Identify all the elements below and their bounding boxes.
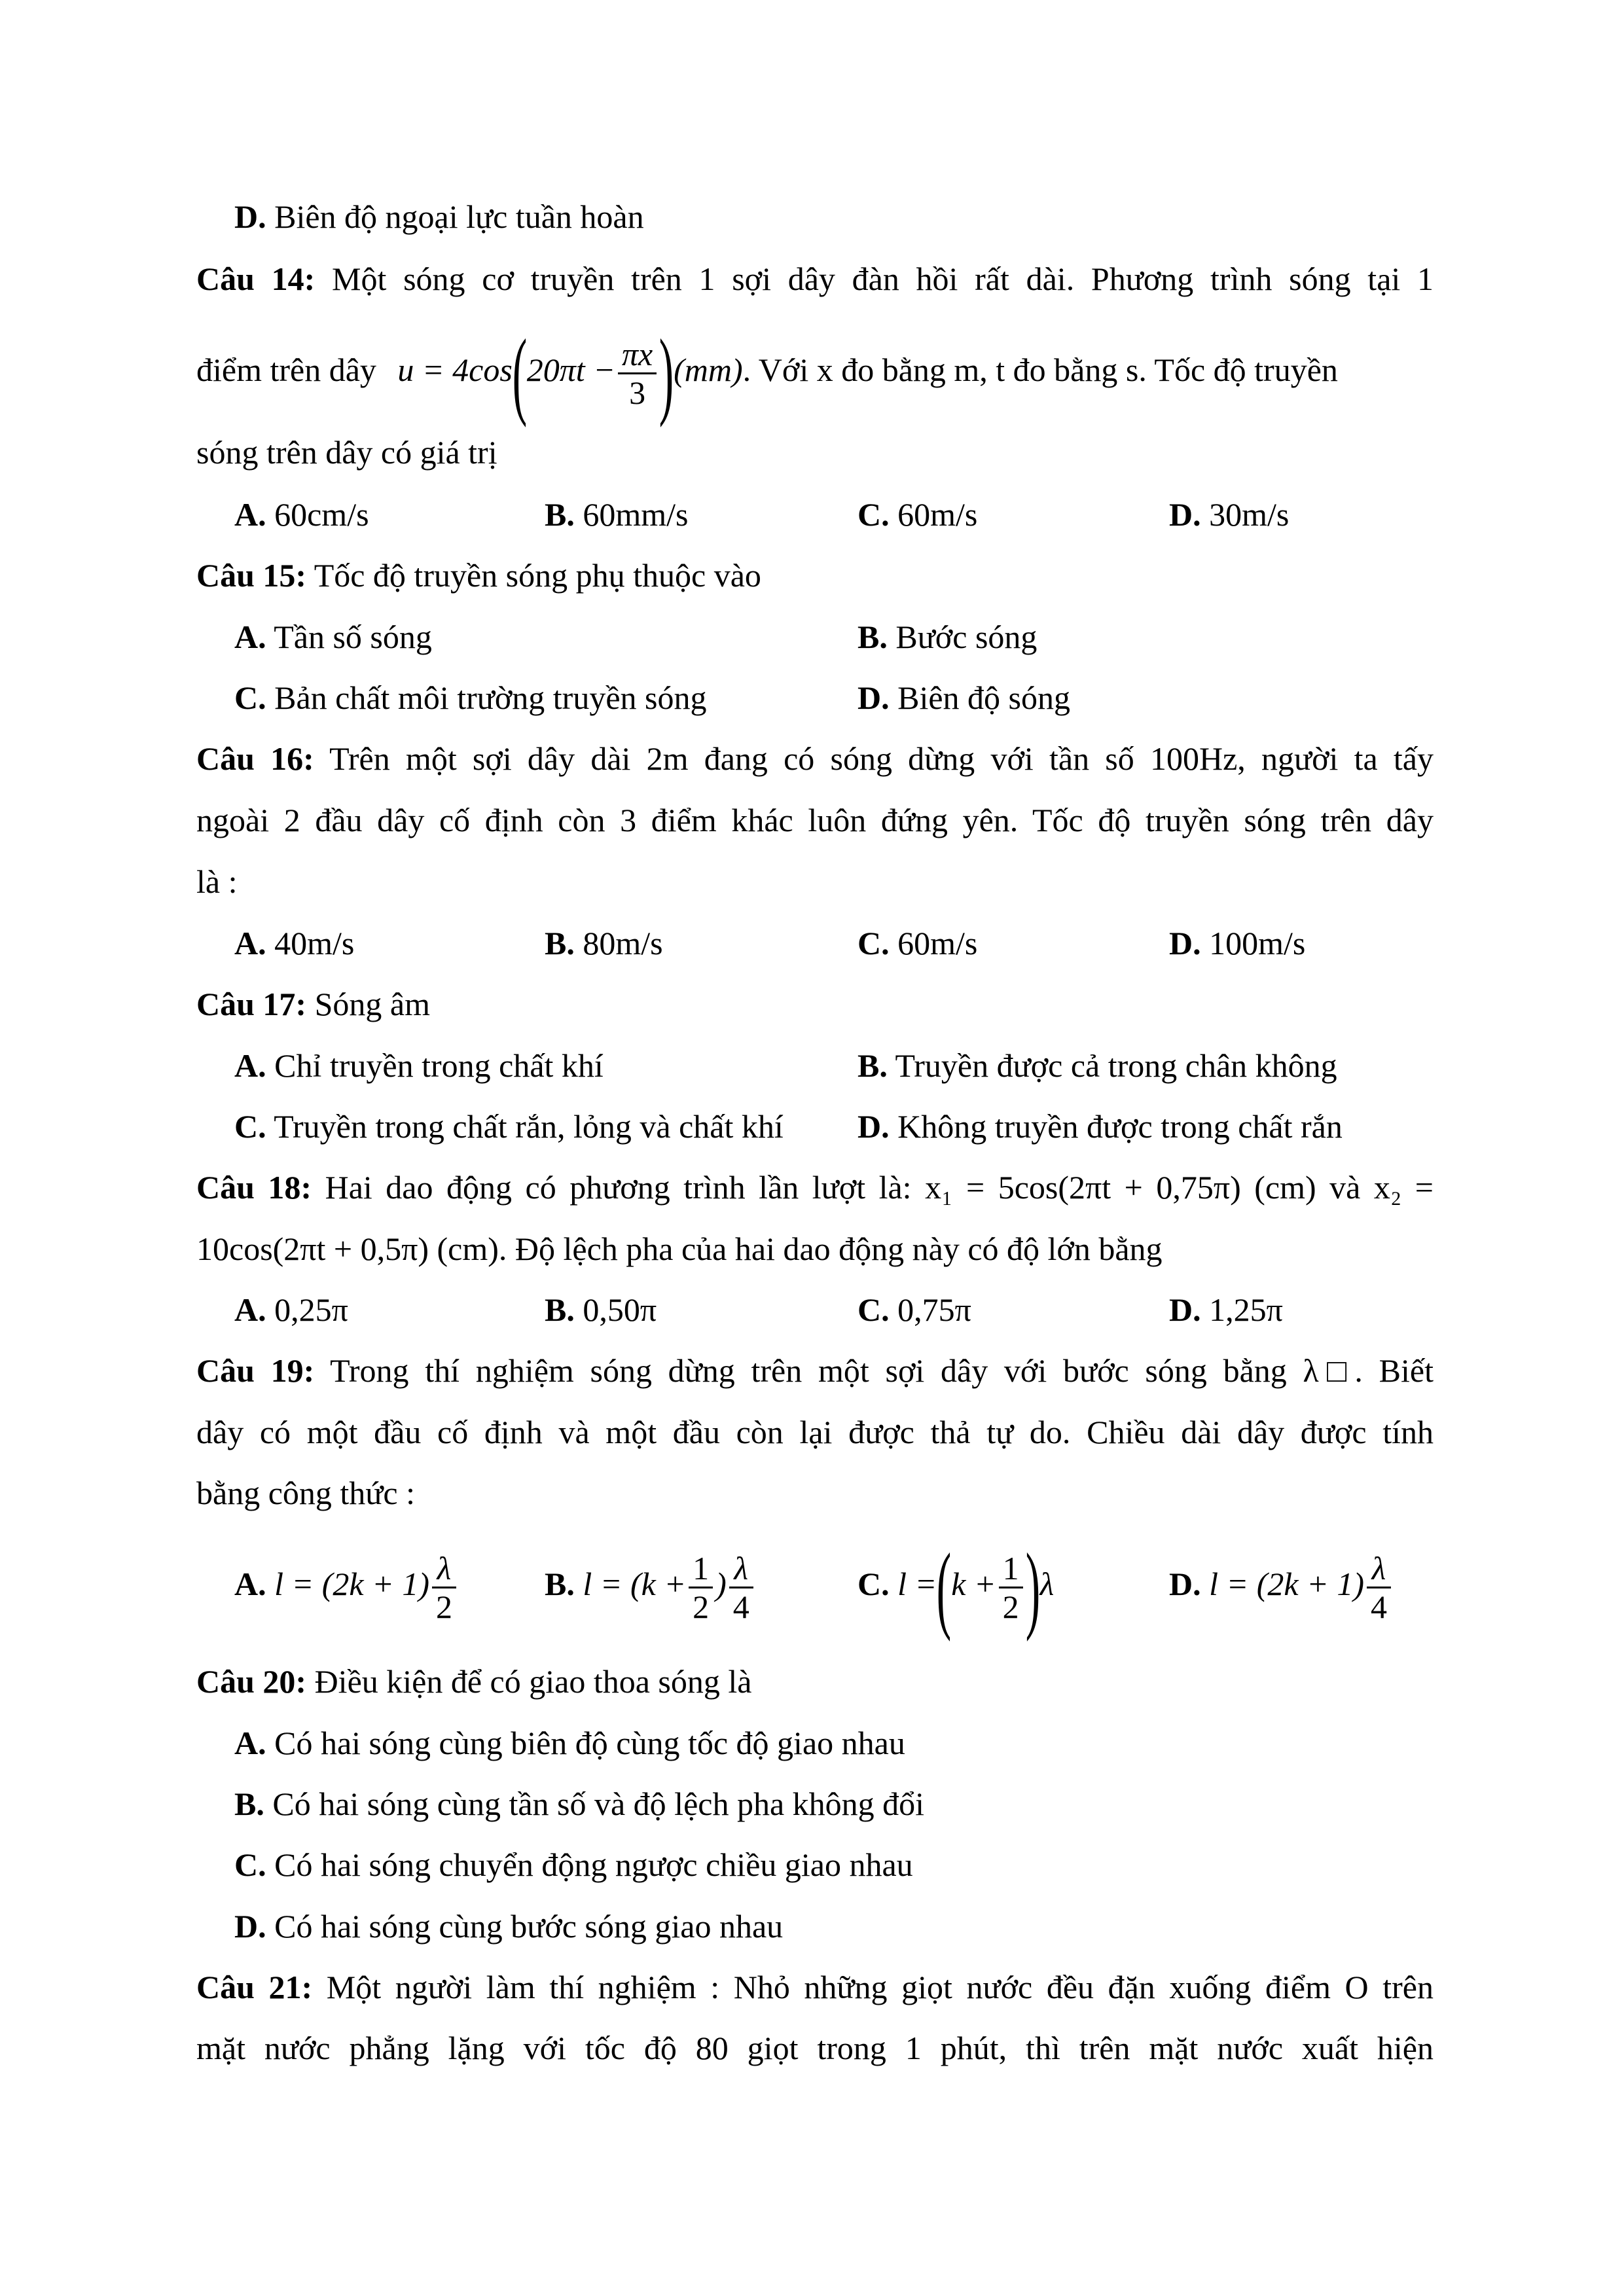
option-label: D. [234, 1908, 266, 1945]
option-label: B. [545, 1566, 575, 1602]
option-text: Truyền được cả trong chân không [895, 1047, 1337, 1084]
fraction-denominator: 3 [629, 374, 646, 412]
q17-option-a [234, 1045, 604, 1086]
option-label: A. [234, 619, 266, 655]
q15-option-a [234, 617, 432, 657]
question-label: Câu 16: [196, 740, 314, 777]
question-text: Trong thí nghiệm sóng dừng trên một sợi dây với bước sóng bằng λ□. Biết [330, 1352, 1434, 1389]
option-label: C. [857, 1566, 890, 1602]
q19-line1 [196, 1350, 1434, 1391]
question-text: . Với x đo bằng m, t đo bằng s. Tốc độ truyền [742, 351, 1338, 388]
question-text: dây có một đầu cố định và một đầu còn lại được thả tự do. Chiều dài dây được tính [196, 1414, 1434, 1450]
question-text: sóng trên dây có giá trị [196, 434, 497, 471]
fraction [432, 1550, 456, 1625]
q18-option-b [545, 1289, 657, 1330]
fraction [1367, 1550, 1391, 1625]
q20-line1 [196, 1661, 1434, 1702]
option-text: Tần số sóng [274, 619, 432, 655]
option-label: B. [545, 496, 575, 533]
question-label: Câu 18: [196, 1169, 312, 1206]
q17-option-d [857, 1106, 1343, 1147]
question-text: Trên một sợi dây dài 2m đang có sóng dừng với tần số 100Hz, người ta tấy [329, 740, 1434, 777]
q18-option-c [857, 1289, 971, 1330]
option-text: Bước sóng [895, 619, 1038, 655]
q16-option-b [545, 923, 663, 963]
q19-line2 [196, 1412, 1434, 1452]
q20-option-c [234, 1844, 913, 1885]
option-text: 60m/s [897, 925, 978, 961]
option-text: 80m/s [583, 925, 663, 961]
q15-line1 [196, 555, 1434, 596]
fraction-half [999, 1550, 1023, 1625]
option-text: 60cm/s [274, 496, 369, 533]
q14-line3 [196, 432, 1434, 473]
option-text: Có hai sóng cùng bước sóng giao nhau [274, 1908, 784, 1945]
option-label: A. [234, 1725, 266, 1761]
option-text: 0,25π [274, 1291, 348, 1328]
q19-option-b [545, 1541, 756, 1626]
q19-option-c [857, 1533, 1055, 1642]
formula-lhs: l = [897, 1566, 937, 1602]
right-paren: ) [1025, 1533, 1040, 1642]
option-label: B. [545, 1291, 575, 1328]
formula-lhs: l = (2k + 1) [1209, 1566, 1364, 1602]
option-text: Có hai sóng chuyển động ngược chiều giao nhau [274, 1846, 913, 1883]
option-text: Có hai sóng cùng biên độ cùng tốc độ giao nhau [274, 1725, 905, 1761]
q15-option-c [234, 677, 707, 718]
option-label: A. [234, 925, 266, 961]
option-label: C. [857, 496, 890, 533]
q18-line2 [196, 1229, 1434, 1269]
q14-option-c [857, 494, 977, 535]
q16-option-d [1169, 923, 1305, 963]
q17-line1 [196, 984, 1434, 1024]
q19-option-a [234, 1541, 459, 1626]
q16-line2 [196, 800, 1434, 840]
option-text: Truyền trong chất rắn, lỏng và chất khí [274, 1108, 784, 1145]
formula-lhs: l = (k + [583, 1566, 687, 1602]
q13-option-d [234, 196, 1471, 237]
q21-line1 [196, 1967, 1434, 2007]
question-label: Câu 20: [196, 1663, 307, 1700]
q19-line3 [196, 1473, 1434, 1513]
q19-option-d [1169, 1541, 1394, 1626]
q20-option-d [234, 1906, 783, 1946]
option-label: B. [234, 1785, 264, 1822]
formula-mid: ) [715, 1566, 727, 1602]
question-text: ngoài 2 đầu dây cố định còn 3 điểm khác luôn đứng yên. Tốc độ truyền sóng trên dây [196, 802, 1434, 838]
fraction-half [689, 1550, 713, 1625]
option-label: B. [857, 619, 888, 655]
option-text: Biên độ ngoại lực tuần hoàn [274, 198, 644, 235]
question-text: mặt nước phẳng lặng với tốc độ 80 giọt trong 1 phút, thì trên mặt nước xuất hiện [196, 2030, 1434, 2066]
formula-lhs: l = (2k + 1) [274, 1566, 429, 1602]
question-text: là : [196, 863, 238, 900]
fraction-denominator: 2 [435, 1588, 452, 1626]
option-label: D. [857, 679, 890, 716]
q14-option-a [234, 494, 369, 535]
formula-lhs: u = 4cos [397, 351, 513, 388]
fraction-numerator: λ [729, 1550, 753, 1588]
left-paren: ( [512, 319, 528, 428]
fraction-numerator: λ [1367, 1550, 1391, 1588]
question-text: Một sóng cơ truyền trên 1 sợi dây đàn hồi rất dài. Phương trình sóng tại 1 [332, 260, 1434, 297]
fraction [618, 336, 657, 411]
q16-option-a [234, 923, 354, 963]
option-label: C. [234, 1846, 266, 1883]
option-label: A. [234, 1047, 266, 1084]
option-text: Bản chất môi trường truyền sóng [274, 679, 707, 716]
option-label: C. [234, 679, 266, 716]
question-label: Câu 21: [196, 1969, 313, 2005]
q14-line2 [196, 319, 1434, 428]
question-text: Một người làm thí nghiệm : Nhỏ những giọt nước đều đặn xuống điểm O trên [326, 1969, 1434, 2005]
option-text: 0,50π [583, 1291, 657, 1328]
q20-option-a [234, 1723, 905, 1763]
option-text: 60m/s [897, 496, 978, 533]
right-paren: ) [659, 319, 674, 428]
question-label: Câu 19: [196, 1352, 315, 1389]
option-text: Có hai sóng cùng tần số và độ lệch pha không đổi [272, 1785, 925, 1822]
fraction-numerator: πx [618, 336, 657, 374]
question-text: Sóng âm [314, 986, 430, 1022]
question-text: bằng công thức : [196, 1475, 415, 1511]
q17-option-b [857, 1045, 1337, 1086]
question-text: Hai dao động có phương trình lần lượt là: x₁ = 5cos(2πt + 0,75π) (cm) và x₂ = [325, 1169, 1434, 1206]
option-label: C. [857, 925, 890, 961]
q20-option-b [234, 1784, 924, 1824]
question-text: điểm trên dây [196, 351, 376, 388]
question-text: Tốc độ truyền sóng phụ thuộc vào [314, 557, 761, 594]
fraction-denominator: 2 [693, 1588, 710, 1626]
option-label: A. [234, 496, 266, 533]
fraction-numerator: λ [432, 1550, 456, 1588]
q15-option-b [857, 617, 1037, 657]
formula-arg: 20πt − [526, 351, 615, 388]
question-label: Câu 17: [196, 986, 307, 1022]
option-text: 40m/s [274, 925, 355, 961]
fraction-denominator: 4 [1370, 1588, 1387, 1626]
q16-line3 [196, 861, 1434, 902]
formula-unit: (mm) [674, 351, 743, 388]
option-text: Không truyền được trong chất rắn [897, 1108, 1343, 1145]
q14-option-b [545, 494, 689, 535]
option-label: B. [545, 925, 575, 961]
fraction-denominator: 2 [1002, 1588, 1019, 1626]
option-text: Chỉ truyền trong chất khí [274, 1047, 604, 1084]
q21-line2 [196, 2028, 1434, 2068]
question-label: Câu 14: [196, 260, 316, 297]
option-text: 0,75π [897, 1291, 971, 1328]
option-label: D. [857, 1108, 890, 1145]
option-label: A. [234, 1566, 266, 1602]
option-text: 1,25π [1209, 1291, 1283, 1328]
q16-line1 [196, 738, 1434, 779]
option-label: A. [234, 1291, 266, 1328]
formula-tail: λ [1039, 1566, 1055, 1602]
option-text: 30m/s [1209, 496, 1290, 533]
formula-inner: k + [951, 1566, 996, 1602]
q16-option-c [857, 923, 977, 963]
q14-line1 [196, 259, 1434, 299]
option-label: D. [1169, 496, 1201, 533]
option-text: 60mm/s [583, 496, 689, 533]
left-paren: ( [936, 1533, 952, 1642]
question-text: Điều kiện để có giao thoa sóng là [314, 1663, 752, 1700]
formula [397, 319, 743, 428]
q18-option-d [1169, 1289, 1283, 1330]
option-label: C. [234, 1108, 266, 1145]
option-label: D. [234, 198, 266, 235]
fraction-numerator: 1 [999, 1550, 1023, 1588]
option-label: C. [857, 1291, 890, 1328]
option-label: D. [1169, 1566, 1201, 1602]
fraction-numerator: 1 [689, 1550, 713, 1588]
option-label: D. [1169, 925, 1201, 961]
q17-option-c [234, 1106, 784, 1147]
option-label: B. [857, 1047, 888, 1084]
fraction [729, 1550, 753, 1625]
question-text: 10cos(2πt + 0,5π) (cm). Độ lệch pha của hai dao động này có độ lớn bằng [196, 1230, 1163, 1267]
option-text: 100m/s [1209, 925, 1306, 961]
q14-option-d [1169, 494, 1289, 535]
q15-option-d [857, 677, 1070, 718]
option-text: Biên độ sóng [897, 679, 1071, 716]
option-label: D. [1169, 1291, 1201, 1328]
question-label: Câu 15: [196, 557, 307, 594]
q18-line1 [196, 1167, 1434, 1208]
fraction-denominator: 4 [732, 1588, 749, 1626]
q18-option-a [234, 1289, 348, 1330]
